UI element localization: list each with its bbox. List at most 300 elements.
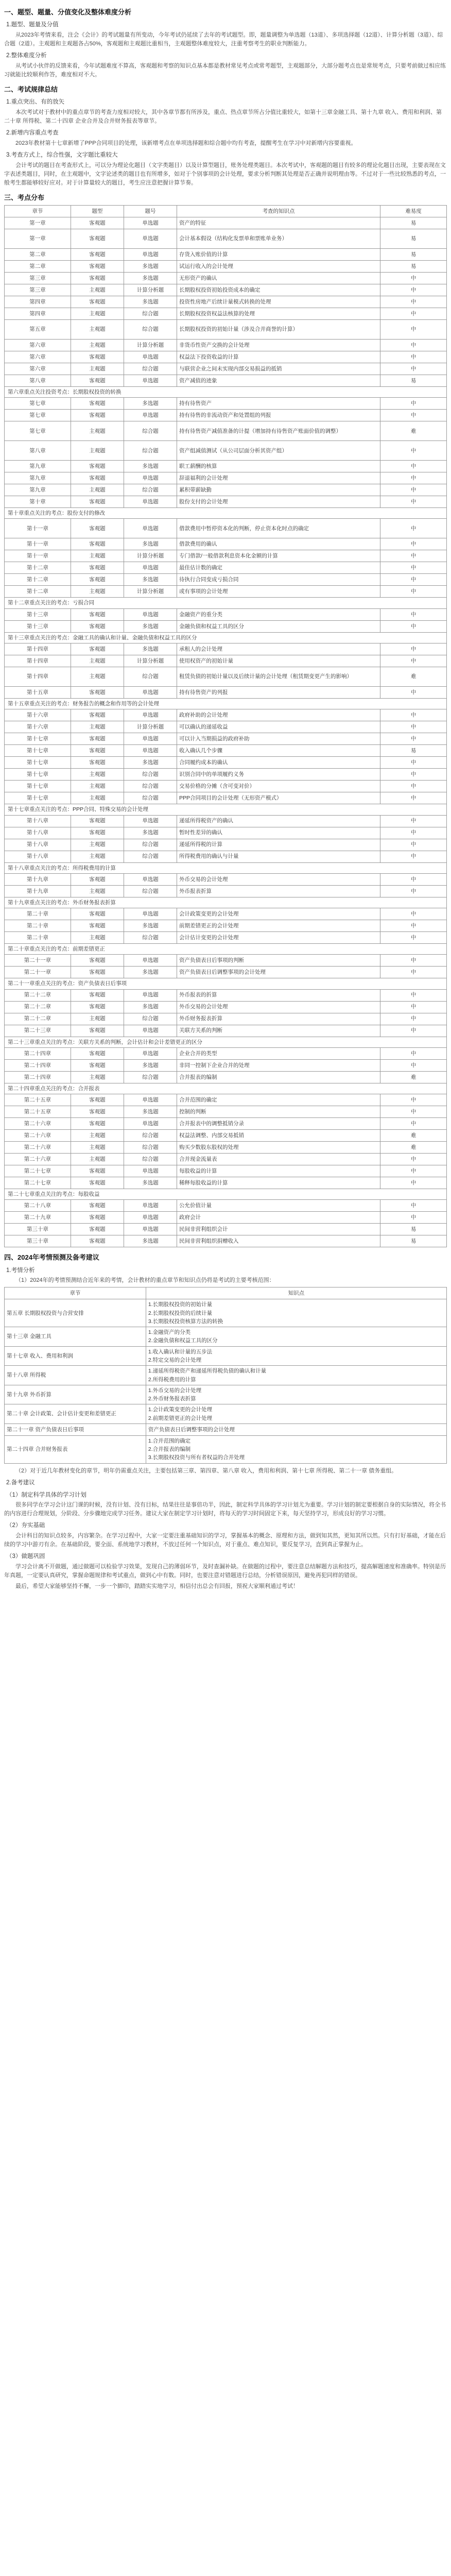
table-cell: 会计估计变更的会计处理 (177, 932, 380, 944)
table-cell: 合并范围的确定 (177, 1094, 380, 1106)
table-cell: 第九章 (5, 472, 71, 484)
section-1-para-1: 从2023年考情来看，注会《会计》的考试题量有所变动，今年考试仍延续了去年的考试题型。即，题量调整为单选题（13道）、多项选择题（12道）、计算分析题（3道）、综合题（2道）。主观题和主观题各占50%，客观题和主观题比重相当，主观题整体难度较大，注重考察考生的职业判断能力。 (4, 31, 443, 47)
table-row (5, 873, 447, 885)
table-header-cell: 知识点 (146, 1287, 446, 1299)
section-4-sub-2a: （1）制定科学具体的学习计划 (6, 1492, 86, 1498)
table-cell: 持有待售资产减值准备的计提（增加持有待售资产账面价值的调整） (177, 421, 380, 441)
table-cell: 第二十七章 (5, 1165, 71, 1177)
table-cell: 中 (380, 398, 447, 410)
table-cell: 客观题 (71, 873, 124, 885)
table-cell: 第十七章 收入、费用和利润 (5, 1346, 146, 1366)
table-cell: 第七章 (5, 398, 71, 410)
table-cell: 多选题 (124, 260, 177, 272)
table-row (5, 538, 447, 550)
table-cell: 第四章 (5, 296, 71, 308)
table-cell: 第十一章 (5, 550, 71, 562)
table-cell: 政府补助的会计处理 (177, 709, 380, 721)
prediction-table-header (5, 1287, 447, 1299)
table-cell: 主观题 (71, 1154, 124, 1165)
table-cell: 客观题 (71, 410, 124, 421)
table-cell: 主观题 (71, 667, 124, 687)
table-row (5, 620, 447, 632)
table-cell: 客观题 (71, 955, 124, 967)
table-row (5, 827, 447, 839)
table-cell: 1.收入确认和计量的五步法 2.特定交易的会计处理 (146, 1346, 446, 1366)
table-row (5, 792, 447, 804)
table-cell: 待执行合同变成亏损合同 (177, 574, 380, 586)
table-cell: 股份支付的会计处理 (177, 496, 380, 508)
table-row (5, 1235, 447, 1247)
table-row (5, 839, 447, 851)
table-cell: 第十四章 (5, 643, 71, 655)
table-cell: 主观题 (71, 484, 124, 496)
table-cell: 综合题 (124, 441, 177, 461)
table-note-row (5, 508, 447, 519)
table-cell: 识别合同中的单项履约义务 (177, 769, 380, 781)
table-cell: 计算分析题 (124, 586, 177, 598)
table-cell: 金融负债和权益工具的区分 (177, 620, 380, 632)
table-cell: 中 (380, 967, 447, 978)
table-cell: 单选题 (124, 733, 177, 745)
table-row (5, 574, 447, 586)
table-cell: 交易价格的分摊（含可变对价） (177, 781, 380, 792)
table-cell: 客观题 (71, 1224, 124, 1235)
table-row (5, 1013, 447, 1025)
table-cell: 客观题 (71, 1177, 124, 1189)
table-cell: 第十七章 (5, 792, 71, 804)
table-cell: 第二十八章 (5, 1200, 71, 1212)
table-row (5, 781, 447, 792)
table-note-cell: 第六章重点关注投资考点：长期股权投资的转换 (5, 386, 447, 397)
table-cell: 资产负债表日后调整事项的会计处理 (177, 967, 380, 978)
table-row (5, 562, 447, 574)
table-row (5, 484, 447, 496)
table-cell: 客观题 (71, 733, 124, 745)
table-cell: 中 (380, 484, 447, 496)
table-cell: 单选题 (124, 248, 177, 260)
table-cell: 单选题 (124, 608, 177, 620)
table-cell: 多选题 (124, 538, 177, 550)
table-cell: 第十八章 (5, 815, 71, 827)
table-cell: 第八章 (5, 375, 71, 386)
table-cell: 综合题 (124, 308, 177, 319)
table-cell: 第二十一章 (5, 955, 71, 967)
section-4-para-5: 学习会计离不开做题，通过做题可以检验学习效果，发现自己的薄弱环节，及时查漏补缺。在做题的过程中，要注意总结解题方法和技巧，提高解题速度和准确率。特别是历年真题，一定要认真研究，掌握命题规律和考试重点，做到心中有数。同时，也要注意对错题进行总结，分析错误原因，避免再犯同样的错误。 (4, 1564, 446, 1579)
table-cell: 单选题 (124, 687, 177, 699)
table-note-row (5, 1189, 447, 1200)
table-row (5, 217, 447, 229)
table-cell: 客观题 (71, 217, 124, 229)
table-cell: 专门借款/一般借款利息资本化金额的计算 (177, 550, 380, 562)
section-4-para-4: 会计科目的知识点较多，内容繁杂。在学习过程中，大家一定要注重基础知识的学习，掌握基本的概念、原理和方法，做到知其然，更知其所以然。只有打好基础，才能在后续的学习中游刃有余。在基础阶段，要全面、系统地学习教材，不放过任何一个知识点，对于重点、难点知识，要反复学习，直到真正掌握为止。 (4, 1533, 446, 1548)
table-row (5, 272, 447, 284)
table-cell: 第二十章 (5, 908, 71, 920)
table-cell: 第二十四章 (5, 1071, 71, 1083)
table-cell: 第七章 (5, 421, 71, 441)
table-cell: 客观题 (71, 351, 124, 363)
table-row (5, 363, 447, 375)
table-cell: 单选题 (124, 1025, 177, 1037)
table-cell: 第三章 (5, 284, 71, 296)
table-cell: 易 (380, 248, 447, 260)
table-cell: 外币财务报表折算 (177, 1013, 380, 1025)
table-cell: 中 (380, 1047, 447, 1059)
table-cell: 中 (380, 655, 447, 667)
table-cell: 单选题 (124, 1047, 177, 1059)
table-note-row (5, 862, 447, 873)
table-row (5, 908, 447, 920)
table-cell: 第七章 (5, 410, 71, 421)
table-cell: 难 (380, 667, 447, 687)
table-cell: 第二章 (5, 260, 71, 272)
section-2-title: 二、考试规律总结 (4, 85, 58, 93)
table-row (5, 421, 447, 441)
table-cell: 资产减值的迹象 (177, 375, 380, 386)
table-cell: 单选题 (124, 562, 177, 574)
section-4-sub-2c: （3）做题巩固 (6, 1553, 45, 1560)
table-cell: 客观题 (71, 920, 124, 932)
table-row (5, 1423, 447, 1435)
table-header-cell: 考查的知识点 (177, 205, 380, 217)
table-cell: 中 (380, 955, 447, 967)
table-note-cell: 第十七章重点关注的考点：PPP合同、特殊交易的会计处理 (5, 804, 447, 815)
table-row (5, 1299, 447, 1327)
table-cell: 政府会计 (177, 1212, 380, 1224)
table-header-cell: 章节 (5, 1287, 146, 1299)
table-cell: 第八章 (5, 441, 71, 461)
table-cell: 非同一控制下企业合并的处理 (177, 1059, 380, 1071)
table-cell: 综合题 (124, 839, 177, 851)
table-note-row (5, 897, 447, 908)
table-row (5, 608, 447, 620)
table-row (5, 745, 447, 757)
table-row (5, 920, 447, 932)
table-cell: 辞退福利的会计处理 (177, 472, 380, 484)
table-cell: 客观题 (71, 496, 124, 508)
table-cell: 多选题 (124, 296, 177, 308)
table-header-cell: 题型 (71, 205, 124, 217)
table-row (5, 967, 447, 978)
table-row (5, 1130, 447, 1142)
table-cell: 主观题 (71, 932, 124, 944)
table-cell: 第二十五章 (5, 1094, 71, 1106)
section-4-para-1: （1）2024年的考情预测结合近年来的考情，会计教材的重点章节和知识点仍将是考试的主要考核范围： (15, 1277, 275, 1284)
article-page (4, 2, 447, 2576)
section-2-sub-2: 2.新增内容重点考查 (6, 130, 59, 136)
table-cell: 中 (380, 363, 447, 375)
table-cell: 权益法下投资收益的计算 (177, 351, 380, 363)
table-row (5, 643, 447, 655)
table-row (5, 260, 447, 272)
table-cell: 第二十四章 合并财务报表 (5, 1435, 146, 1463)
table-cell: 中 (380, 815, 447, 827)
table-cell: 中 (380, 472, 447, 484)
table-cell: 客观题 (71, 908, 124, 920)
table-row (5, 351, 447, 363)
table-row (5, 655, 447, 667)
table-cell: 长期股权投资初始投资成本的确定 (177, 284, 380, 296)
table-cell: 综合题 (124, 781, 177, 792)
section-3-title: 三、考点分布 (4, 193, 45, 201)
table-cell: 收入确认几个步骤 (177, 745, 380, 757)
table-row (5, 851, 447, 862)
table-note-row (5, 1083, 447, 1094)
table-note-row (5, 944, 447, 955)
table-cell: 中 (380, 284, 447, 296)
table-cell: 客观题 (71, 472, 124, 484)
table-cell: 综合题 (124, 667, 177, 687)
table-cell: 主观题 (71, 363, 124, 375)
table-row (5, 1366, 447, 1385)
table-cell: 多选题 (124, 1177, 177, 1189)
table-cell: 计算分析题 (124, 284, 177, 296)
table-note-cell: 第十八章重点关注的考点：所得税费用的计算 (5, 862, 447, 873)
table-cell: 外币报表的折算 (177, 989, 380, 1001)
table-cell: 第九章 (5, 484, 71, 496)
table-cell: 中 (380, 1106, 447, 1118)
table-cell: 中 (380, 1165, 447, 1177)
table-cell: 第六章 (5, 363, 71, 375)
table-row (5, 586, 447, 598)
section-4-para-2: （2）对于近几年教材变化的章节，明年仍需重点关注，主要包括第三章、第四章、第八章 收入，费用和利润、第十七章 所得税、第二十一章 债务重组。 (15, 1467, 397, 1474)
table-cell: 客观题 (71, 1106, 124, 1118)
table-cell: 第十六章 (5, 709, 71, 721)
table-cell: 客观题 (71, 815, 124, 827)
table-cell: 第十三章 金融工具 (5, 1327, 146, 1347)
table-note-cell: 第二十章重点关注的考点：前期差错更正 (5, 944, 447, 955)
table-note-cell: 第十三章重点关注的考点：金融工具的确认和计量、金融负债和权益工具的区分 (5, 632, 447, 643)
table-cell: 主观题 (71, 721, 124, 733)
table-cell: 中 (380, 908, 447, 920)
table-cell: 客观题 (71, 757, 124, 769)
table-row (5, 519, 447, 538)
table-cell: 第二章 (5, 248, 71, 260)
table-cell: 持有待售资产 (177, 398, 380, 410)
table-cell: 企业合并的类型 (177, 1047, 380, 1059)
table-cell: 稀释每股收益的计算 (177, 1177, 380, 1189)
table-cell: 第二十一章 资产负债表日后事项 (5, 1423, 146, 1435)
table-row (5, 733, 447, 745)
table-cell: 长期股权投资权益法核算的处理 (177, 308, 380, 319)
table-cell: 可以计入当期损益的政府补助 (177, 733, 380, 745)
table-row (5, 721, 447, 733)
table-cell: 主观题 (71, 550, 124, 562)
table-cell: 中 (380, 562, 447, 574)
section-1-para-2: 从考试小伙伴的反馈来看，今年试题难度不算高，客观题和考察的知识点基本都是教材常见考点或常考题型，主观题部分，大部分题考点也是常规考点，只要考前做过相应练习就能比较顺利作答，难度相对不大。 (4, 62, 446, 78)
table-cell: 第一章 (5, 217, 71, 229)
table-cell: 中 (380, 351, 447, 363)
table-cell: 第二十四章 (5, 1059, 71, 1071)
table-cell: 中 (380, 1094, 447, 1106)
table-cell: 中 (380, 920, 447, 932)
table-cell: 使用权资产的初始计量 (177, 655, 380, 667)
table-cell: 综合题 (124, 484, 177, 496)
table-cell: 第二十六章 (5, 1130, 71, 1142)
table-note-row (5, 632, 447, 643)
table-row (5, 229, 447, 248)
table-cell: 第十七章 (5, 733, 71, 745)
table-cell: 中 (380, 496, 447, 508)
table-row (5, 1404, 447, 1424)
table-row (5, 769, 447, 781)
table-cell: 第二十三章 (5, 1025, 71, 1037)
table-cell: 中 (380, 608, 447, 620)
table-cell: 第十六章 (5, 721, 71, 733)
table-cell: 单选题 (124, 1094, 177, 1106)
table-row (5, 885, 447, 897)
table-cell: 持有待售资产的列报 (177, 687, 380, 699)
table-cell: 中 (380, 441, 447, 461)
table-cell: 主观题 (71, 885, 124, 897)
table-cell: 客观题 (71, 248, 124, 260)
table-cell: 中 (380, 709, 447, 721)
table-cell: 计算分析题 (124, 655, 177, 667)
table-header-cell: 章节 (5, 205, 71, 217)
table-row (5, 1025, 447, 1037)
table-cell: 第十一章 (5, 538, 71, 550)
table-cell: 中 (380, 308, 447, 319)
table-cell: 长期股权投资的初始计量（涉及合并商誉的计算） (177, 319, 380, 339)
table-cell: 资产负债表日后调整事项的会计处理 (146, 1423, 446, 1435)
table-cell: 会计基本假设（结构化发票单和票账单业务） (177, 229, 380, 248)
table-cell: 第二十二章 (5, 989, 71, 1001)
table-cell: 客观题 (71, 620, 124, 632)
table-cell: 累积带薪缺勤 (177, 484, 380, 496)
table-cell: 主观题 (71, 792, 124, 804)
table-cell: 计算分析题 (124, 550, 177, 562)
table-cell: 资产的特征 (177, 217, 380, 229)
table-cell: 单选题 (124, 989, 177, 1001)
section-4-sub-2b: （2）夯实基础 (6, 1522, 45, 1529)
table-note-row (5, 978, 447, 989)
table-cell: 客观题 (71, 296, 124, 308)
table-cell: 关联方关系的判断 (177, 1025, 380, 1037)
table-cell: 综合题 (124, 885, 177, 897)
table-row (5, 496, 447, 508)
table-cell: 第十八章 (5, 839, 71, 851)
table-note-row (5, 598, 447, 608)
table-cell: 单选题 (124, 955, 177, 967)
table-cell: 中 (380, 410, 447, 421)
table-cell: 主观题 (71, 851, 124, 862)
table-cell: 借款费用的确认 (177, 538, 380, 550)
table-cell: 综合题 (124, 319, 177, 339)
table-row (5, 757, 447, 769)
table-row (5, 339, 447, 351)
table-cell: 主观题 (71, 1013, 124, 1025)
table-cell: 中 (380, 1212, 447, 1224)
table-cell: 综合题 (124, 1013, 177, 1025)
table-cell: 单选题 (124, 908, 177, 920)
table-cell: 多选题 (124, 398, 177, 410)
table-row (5, 1177, 447, 1189)
table-row (5, 1118, 447, 1130)
table-cell: 综合题 (124, 1071, 177, 1083)
table-cell: 中 (380, 932, 447, 944)
table-cell: 客观题 (71, 967, 124, 978)
table-cell: 多选题 (124, 1001, 177, 1013)
table-cell: 难 (380, 1130, 447, 1142)
table-cell: 客观题 (71, 709, 124, 721)
table-cell: 中 (380, 1025, 447, 1037)
table-cell: 第二十六章 (5, 1142, 71, 1154)
table-cell: 综合题 (124, 792, 177, 804)
table-cell: 多选题 (124, 461, 177, 472)
table-cell: 综合题 (124, 769, 177, 781)
table-cell: 第九章 (5, 461, 71, 472)
table-cell: 试运行收入的会计处理 (177, 260, 380, 272)
table-cell: 单选题 (124, 217, 177, 229)
table-cell: 综合题 (124, 1142, 177, 1154)
table-cell: 中 (380, 851, 447, 862)
table-cell: 持有待售的非流动资产和处置组的列报 (177, 410, 380, 421)
table-cell: 民间非营利组织会计 (177, 1224, 380, 1235)
table-cell: 1.递延所得税资产和递延所得税负债的确认和计量 2.所得税费用的计算 (146, 1366, 446, 1385)
section-4-para-3: 很多同学在学习会计这门课的时候，没有计划、没有目标，结果往往是事倍功半，因此，制定科学具体的学习计划尤为重要。学习计划的制定要根据自身的实际情况，将全书的内容进行合理规划，分阶段、分步骤地完成学习任务。建议大家在制定学习计划时，将每天的学习时间固定下来，每天坚持学习，形成良好的学习习惯。 (4, 1502, 446, 1517)
table-cell: 客观题 (71, 1059, 124, 1071)
table-cell: 中 (380, 538, 447, 550)
table-cell: 第十八章 所得税 (5, 1366, 146, 1385)
table-cell: 计算分析题 (124, 721, 177, 733)
table-cell: 中 (380, 550, 447, 562)
table-cell: 公允价值计量 (177, 1200, 380, 1212)
table-cell: 第一章 (5, 229, 71, 248)
table-cell: 会计政策变更的会计处理 (177, 908, 380, 920)
table-cell: 单选题 (124, 375, 177, 386)
table-cell: 主观题 (71, 339, 124, 351)
table-cell: 单选题 (124, 1165, 177, 1177)
table-row (5, 1435, 447, 1463)
table-note-cell: 第十二章重点关注的考点：亏损合同 (5, 598, 447, 608)
table-cell: 可以确认的递延收益 (177, 721, 380, 733)
table-row (5, 1001, 447, 1013)
table-cell: 中 (380, 769, 447, 781)
table-cell: 综合题 (124, 932, 177, 944)
table-cell: 借款费用中暂停资本化的判断，停止资本化时点的确定 (177, 519, 380, 538)
section-2-para-3: 会计考试的题目在考查形式上，可以分为理论化题目（文字类题目）以及计算型题目，账务处理类题目。本次考试中，客观题的题目有较多的理论化题目出现，主要表现在文字表述类题目，同时，在主观题中，文字论述类的题目也有所增多，如对于个别事项的会计处理，要求分析判断其处理是否正确并说明理由等。不过对于一些比较熟悉的考点，一般考生都能够较好应对。对于计算量较大的题目，考生应注意把握计算节奏。 (4, 162, 446, 186)
table-cell: 民间非营利组织捐赠收入 (177, 1235, 380, 1247)
table-row (5, 1327, 447, 1347)
table-cell: 存货入账价值的计算 (177, 248, 380, 260)
table-cell: 客观题 (71, 989, 124, 1001)
table-cell: 中 (380, 1118, 447, 1130)
table-note-cell: 第二十四章重点关注的考点：合并报表 (5, 1083, 447, 1094)
table-cell: 多选题 (124, 1106, 177, 1118)
table-row (5, 1071, 447, 1083)
section-2-para-2: 2023年教材第十七章新增了PPP合同项目的处理，该新增考点在单项选择题和综合题中均有考查，提醒考生在学习中对新增内容要重视。 (15, 140, 357, 146)
table-cell: 主观题 (71, 1130, 124, 1142)
table-row (5, 687, 447, 699)
table-cell: 客观题 (71, 272, 124, 284)
section-4-sub-1: 1.考情分析 (6, 1267, 35, 1274)
table-row (5, 472, 447, 484)
table-row (5, 1154, 447, 1165)
section-2-sub-3: 3.考查方式上，综合性强，文字题比重较大 (6, 151, 118, 158)
table-note-cell: 第十五章重点关注的考点：财务报告的概念和作用等的会计处理 (5, 699, 447, 709)
table-row (5, 550, 447, 562)
table-cell: 中 (380, 461, 447, 472)
table-cell: 第十八章 (5, 827, 71, 839)
table-note-cell: 第十九章重点关注的考点：外币财务报表折算 (5, 897, 447, 908)
table-cell: 中 (380, 873, 447, 885)
table-cell: 第十七章 (5, 769, 71, 781)
table-row (5, 296, 447, 308)
table-cell: 主观题 (71, 319, 124, 339)
table-cell: 1.外币交易的会计处理 2.外币财务报表折算 (146, 1385, 446, 1404)
table-cell: 1.合并范围的确定 2.合并报表的编制 3.长期股权投资与所有者权益的合并处理 (146, 1435, 446, 1463)
table-cell: 客观题 (71, 1200, 124, 1212)
table-cell: 中 (380, 792, 447, 804)
